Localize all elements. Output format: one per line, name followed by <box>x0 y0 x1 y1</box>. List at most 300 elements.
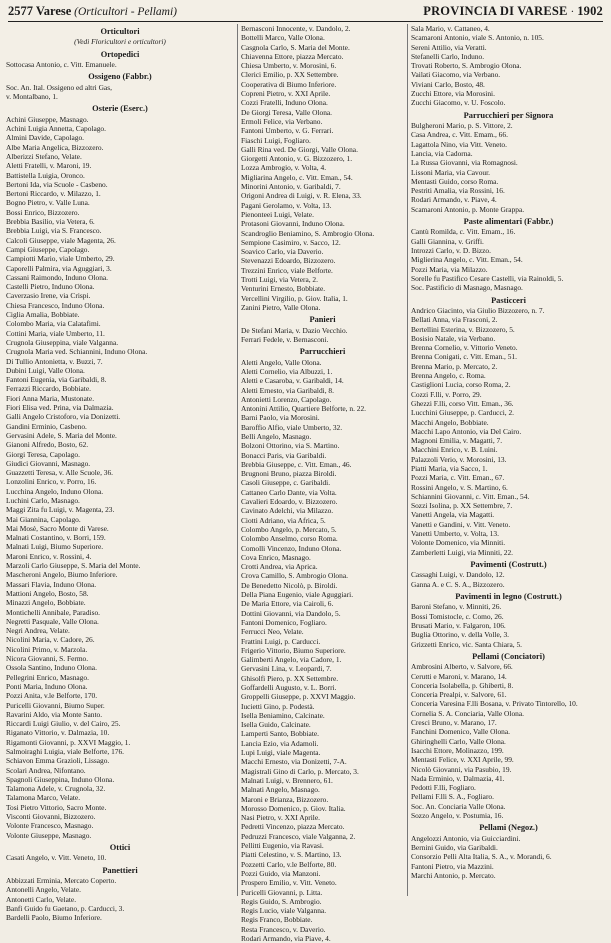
listing-entry: Fiaschi Luigi, Fogliaro. <box>241 135 311 145</box>
listing-entry: Grizzetti Enrico, vic. Santa Chiara, 5. <box>411 639 523 649</box>
listing-entry: Baroni Stefano, v. Minniti, 26. <box>411 602 502 612</box>
listing-entry: Rodari Armando, via Piave, 4. <box>241 934 331 943</box>
listing-entry: Cresci Bruno, v. Marano, 17. <box>411 718 497 728</box>
listing-entry: Bottelli Marco, Valle Olona. <box>241 33 325 43</box>
listing-entry: Spagnoli Giuseppina, Induno Olona. <box>6 774 115 784</box>
listing-entry: Lozza Ambrogio, v. Volta, 4. <box>241 163 327 173</box>
listing-entry: Belli Angelo, Masnago. <box>241 431 312 441</box>
listing-entry: Cozzi F.lli, v. Porro, 29. <box>411 389 482 399</box>
listing-entry: Pellegrini Enrico, Masnago. <box>6 672 89 682</box>
listing-entry: Stevenazzi Edoardo, Bizzozero. <box>241 256 336 266</box>
listing-entry: Bossi Tomistocle, c. Como, 26. <box>411 611 504 621</box>
listing-entry: Macchini Enrico, v. B. Luini. <box>411 445 498 455</box>
header-province: PROVINCIA DI VARESE <box>423 4 568 18</box>
category-heading: Pavimenti in legno (Costrutt.) <box>455 591 562 601</box>
listing-entry: Pestriti Amalia, via Rossini, 16. <box>411 186 505 196</box>
listing-entry: Ferrucci Neo, Velate. <box>241 627 304 637</box>
listing-entry: Mentasti Guido, corso Roma. <box>411 176 499 186</box>
listing-entry: Ermoli Felice, via Verbano. <box>241 116 323 126</box>
listing-entry: Baroffio Alfio, viale Umberto, 32. <box>241 422 343 432</box>
listing-entry: Brenna Cornelio, v. Vittorio Veneto. <box>411 343 518 353</box>
category-section <box>239 315 406 344</box>
listing-entry: Colombo Anselmo, corso Roma. <box>241 534 338 544</box>
listing-entry: Palazzoli Verio, v. Morosini, 13. <box>411 454 507 464</box>
listing-entry: Albe Maria Angelica, Bizzozero. <box>6 142 104 152</box>
listing-entry: Cavalieri Edoardo, v. Bizzozero. <box>241 497 338 507</box>
listing-entry: Zucchi Ettore, via Morosini. <box>411 89 495 99</box>
category-heading: Panettieri <box>102 865 138 875</box>
listing-entry: Calcoli Giuseppe, viale Magenta, 26. <box>6 235 116 245</box>
listing-entry: Volonte Francesco, Masnago. <box>6 821 94 831</box>
column-divider-2 <box>407 24 408 896</box>
listing-entry: Della Piana Eugenio, viale Aguggiari. <box>241 590 354 600</box>
listing-entry: Soc. An. Ital. Ossigeno ed altri Gas, <box>6 82 112 92</box>
listing-entry: Aletti e Casaroba, v. Garibaldi, 14. <box>241 376 344 386</box>
listing-entry: Visconti Giovanni, Bizzozero. <box>6 812 96 822</box>
listing-entry: Scandroglio Beniamino, S. Ambrogio Olona. <box>241 228 375 238</box>
listing-entry: Malnati Luigi, v. Brennero, 61. <box>241 775 333 785</box>
listing-entry: Vercellini Virgilio, p. Giov. Italia, 1. <box>241 293 348 303</box>
listing-entry: Chiesa Umberto, v. Morosini, 6. <box>241 61 337 71</box>
category-heading: Parrucchieri <box>299 347 346 357</box>
listing-entry: Regis Franco, Bobbiate. <box>241 915 313 925</box>
listing-entry: Banfi Guido fu Gaetano, p. Carducci, 3. <box>6 903 125 913</box>
listing-entry: Nada Erminio, v. Dalmazia, 41. <box>411 773 505 783</box>
listing-entry: Salmoiraghi Luigia, viale Belforte, 176. <box>6 747 125 756</box>
listing-entry: Riccardi Luigi Giulio, v. del Cairo, 25. <box>6 719 121 729</box>
listing-entry: Caporelli Palmira, via Aguggiari, 3. <box>6 263 112 273</box>
listing-entry: Angelozzi Antonio, via Guicciardini. <box>411 833 521 843</box>
listing-entry: Fiori Elisa ved. Prina, via Dalmazia. <box>6 403 114 413</box>
header-trade: (Orticultori - Pellami) <box>74 6 178 18</box>
listing-entry: Casati Angelo, v. Vitt. Veneto, 10. <box>6 853 107 863</box>
listing-entry: Aletti Cornelio, via Albuzzi, 1. <box>241 366 333 376</box>
category-section <box>409 592 608 649</box>
category-heading: Pavimenti (Costrutt.) <box>470 559 547 569</box>
listing-entry: Ganna A. e C. S. A., Bizzozero. <box>411 579 505 589</box>
listing-entry: Crugnola Giuseppina, viale Valganna. <box>6 337 119 347</box>
listing-entry: Ambrosini Alberto, v. Salvore, 66. <box>411 662 513 672</box>
listing-entry: Regis Guido, S. Ambrogio. <box>241 896 322 906</box>
listing-entry: Lancia, via Cadorna. <box>411 148 473 158</box>
category-section <box>239 24 406 312</box>
listing-entry: Malnati Costantino, v. Borri, 159. <box>6 533 106 543</box>
listing-entry: Galli Giannina, v. Griffi. <box>411 236 484 246</box>
category-heading: Ossigeno (Fabbr.) <box>88 72 152 82</box>
column-3 <box>409 24 608 896</box>
listing-entry: Galimberti Angelo, via Cadore, 1. <box>241 655 342 665</box>
listing-entry: Gianoni Alfredo, Bosto, 62. <box>6 440 89 450</box>
listing-entry: Galli Angelo Cristoforo, via Donizetti. <box>6 412 121 422</box>
listing-entry: Riganato Vittorio, v. Dalmazia, 10. <box>6 728 110 738</box>
column-divider-1 <box>237 24 238 896</box>
listing-entry: Prospero Emilio, v. Vitt. Veneto. <box>241 878 337 888</box>
listing-entry: Nasi Pietro, v. XXI Aprile. <box>241 813 320 823</box>
listing-entry: Lissoni Maria, via Cavour. <box>411 167 491 177</box>
listing-entry: Cattaneo Carlo Dante, via Volta. <box>241 487 337 497</box>
listing-entry: Conceria Isolabella, p. Ghiberti, 8. <box>411 680 514 690</box>
listing-entry: Negretti Pasquale, Valle Olona. <box>6 616 99 626</box>
listing-entry: Lupi Luigi, viale Magenta. <box>241 748 321 758</box>
listing-entry: Sala Mario, v. Cattaneo, 4. <box>411 24 490 33</box>
listing-entry: Gervasini Lina, v. Leopardi, 7. <box>241 664 332 674</box>
listing-entry: Ciglia Amalia, Bobbiate. <box>6 310 80 320</box>
listing-entry: Pellami F.lli S. A., Fogliaro. <box>411 792 494 802</box>
listing-entry: Brusati Mario, v. Falgaron, 106. <box>411 620 506 630</box>
listing-entry: Bertellini Esterina, v. Bizzozero, 5. <box>411 324 515 334</box>
listing-entry: Maggi Zita fu Luigi, v. Magenta, 23. <box>6 505 115 515</box>
listing-entry: Malnati Luigi, Biumo Superiore. <box>6 542 104 552</box>
listing-entry: Migliarina Angelo, c. Vitt. Eman., 54. <box>241 172 353 182</box>
listing-entry: Lagattola Nino, via Vitt. Veneto. <box>411 139 507 149</box>
category-heading: Orticultori <box>100 27 140 36</box>
listing-entry: Comolli Vincenzo, Induno Olona. <box>241 543 342 553</box>
listing-entry: Battistella Luigia, Oronco. <box>6 170 85 180</box>
listing-entry: Chiesa Francesco, Induno Olona. <box>6 300 105 310</box>
listing-entry: Iucietti Gino, p. Podestà. <box>241 701 315 711</box>
listing-entry: Frattini Luigi, p. Carducci. <box>241 636 321 646</box>
listing-entry: Mai Giannina, Capolago. <box>6 514 81 524</box>
listing-entry: Antonini Attilio, Quartiere Belforte, n. 22. <box>241 404 367 414</box>
listing-entry: Piatti Celestino, v. S. Martino, 13. <box>241 850 342 860</box>
listing-entry: Cooperativa di Biumo Inferiore. <box>241 79 337 89</box>
listing-entry: Sozzo Angelo, v. Postumia, 16. <box>411 811 504 820</box>
category-section <box>409 652 608 820</box>
listing-entry: Bonacci Paris, via Garibaldi. <box>241 450 327 460</box>
listing-entry: De Giorgi Teresa, Valle Olona. <box>241 107 333 117</box>
listing-entry: Brenna Angelo, c. Roma. <box>411 371 486 381</box>
listing-entry: Sottocasa Antonio, c. Vitt. Emanuele. <box>6 60 117 70</box>
listing-entry: Crugnola Maria ved. Schiannini, Induno Olona. <box>6 347 148 357</box>
listing-entry: Zucchi Giacomo, v. U. Foscolo. <box>411 98 506 108</box>
listing-entry: Cassaghi Luigi, v. Dandolo, 12. <box>411 570 505 580</box>
listing-entry: Resta Francesco, v. Daverio. <box>241 924 326 934</box>
listing-entry: Mentasti Felice, v. XXI Aprile, 99. <box>411 755 514 765</box>
listing-entry: Almini Davide, Capolago. <box>6 133 84 143</box>
listing-entry: De Maria Ettore, via Cairoli, 6. <box>241 599 334 609</box>
category-section <box>239 347 406 943</box>
header-place: Varese <box>35 4 72 18</box>
listing-entry: Dubini Luigi, Valle Olona. <box>6 365 85 375</box>
category-section <box>4 104 236 840</box>
category-heading: Paste alimentari (Fabbr.) <box>463 217 554 227</box>
listing-entry: Vanetti Angela, via Magatti. <box>411 510 495 520</box>
listing-entry: Fantoni Eugenia, via Garibaldi, 8. <box>6 375 107 385</box>
listing-entry: Antonietti Lorenzo, Capolago. <box>241 394 332 404</box>
listing-entry: Lancia Ezio, via Adamoli. <box>241 738 319 748</box>
listing-entry: Antonetti Carlo, Velate. <box>6 894 77 904</box>
listing-entry: Pozzi Anita, v.le Belforte, 170. <box>6 691 98 701</box>
listing-entry: Castelli Pietro, Induno Olona. <box>6 282 95 292</box>
category-heading: Panieri <box>309 315 336 325</box>
category-section <box>4 50 236 70</box>
listing-entry: Pellitti Eugenio, via Ravasi. <box>241 841 324 851</box>
listing-entry: Brebbia Basilio, via Vetera, 6. <box>6 217 95 227</box>
listing-entry: Vanetti Umberto, v. Volta, 13. <box>411 529 499 539</box>
listing-entry: Giudici Giovanni, Masnago. <box>6 458 91 468</box>
listing-entry: Regis Lucio, viale Valganna. <box>241 906 327 916</box>
listing-entry: Castiglioni Lucia, corso Roma, 2. <box>411 380 511 390</box>
listing-entry: Nicolini Primo, v. Marzola. <box>6 644 88 654</box>
category-section <box>409 823 608 880</box>
listing-entry: Viviani Carlo, Bosto, 48. <box>411 79 485 89</box>
header-separator: · <box>570 6 575 18</box>
listing-entry: Zanini Pietro, Valle Olona. <box>241 302 321 312</box>
listing-entry: Brebbia Giuseppe, c. Vitt. Eman., 46. <box>241 459 352 469</box>
listing-entry: Brenna Mario, p. Mercato, 2. <box>411 361 498 371</box>
listing-entry: Ponti Maria, Induno Olona. <box>6 681 88 691</box>
listing-entry: Puricelli Giovanni, p. Litta. <box>241 887 323 897</box>
page-number: 2577 <box>8 4 33 18</box>
listing-entry: Galli Rina ved. De Giorgi, Valle Olona. <box>241 144 358 154</box>
listing-entry: Isacchi Ettore, Molinazzo, 199. <box>411 745 504 755</box>
listing-entry: Piatti Maria, via Sacco, 1. <box>411 463 488 473</box>
listing-entry: Vanetti e Gandini, v. Vitt. Veneto. <box>411 519 511 529</box>
listing-entry: Cassani Raimondo, Induno Olona. <box>6 272 109 282</box>
listing-entry: De Benedetto Nicolò, p. Biroldi. <box>241 580 338 590</box>
listing-entry: Conceria Prealpi, v. Salvore, 61. <box>411 690 507 700</box>
listing-entry: Campiotti Mario, viale Umberto, 29. <box>6 254 115 264</box>
listing-entry: Bernasconi Innocente, v. Dandolo, 2. <box>241 24 351 33</box>
listing-entry: Guazzetti Teresa, v. Alle Scuole, 36. <box>6 468 114 478</box>
listing-entry: Bertoni Ida, via Scuole - Casbeno. <box>6 179 108 189</box>
listing-entry: Abbizzati Erminia, Mercato Coperto. <box>6 876 117 886</box>
listing-entry: Scamaroni Antonio, viale S. Antonio, n. 105. <box>411 33 544 43</box>
listing-entry: Minazzi Angelo, Bobbiate. <box>6 598 86 608</box>
column-2 <box>239 24 406 943</box>
category-section <box>4 72 236 101</box>
listing-entry: Volonte Giuseppe, Masnago. <box>6 830 92 840</box>
listing-entry: Giorgetti Antonio, v. G. Bizzozero, 1. <box>241 154 353 164</box>
listing-entry: Nicolini Maria, v. Cadore, 26. <box>6 635 95 645</box>
listing-entry: Gandini Erminio, Casbeno. <box>6 421 87 431</box>
listing-entry: Isella Beniamino, Calcinate. <box>241 710 325 720</box>
listing-entry: Cova Enrico, Masnago. <box>241 552 311 562</box>
listing-entry: Di Tullio Antonietta, v. Buzzi, 7. <box>6 356 103 366</box>
category-section <box>409 560 608 589</box>
listing-entry: Morosso Domenico, p. Giov. Italia. <box>241 803 346 813</box>
listing-entry: Trovati Roberto, S. Ambrogio Olona. <box>411 61 522 71</box>
listing-entry: Pagani Gerolamo, v. Volta, 13. <box>241 200 332 210</box>
category-heading: Ortopedici <box>100 49 140 59</box>
header-left <box>8 4 177 19</box>
listing-entry: Fantoni Umberto, v. G. Ferrari. <box>241 126 334 136</box>
listing-entry: Soavico Carlo, via Daverio. <box>241 247 324 257</box>
listing-entry: Marzoli Carlo Giuseppe, S. Maria del Monte. <box>6 561 141 571</box>
listing-entry: Volonte Domenico, via Minniti. <box>411 538 506 548</box>
category-section <box>4 843 236 863</box>
listing-entry: Copreni Pietro, v. XXI Aprile. <box>241 89 331 99</box>
listing-entry: Achini Luigia Annetta, Capolago. <box>6 124 106 134</box>
category-note: (Vedi Floricultori e orticultori) <box>74 37 166 47</box>
listing-entry: La Russa Giovanni, via Romagnosi. <box>411 158 518 168</box>
header-rule <box>8 21 603 22</box>
listing-entry: Lucchina Angelo, Induno Olona. <box>6 486 104 496</box>
listing-entry: Casgnola Carlo, S. Maria del Monte. <box>241 42 350 52</box>
listing-entry: Casa Andrea, c. Vitt. Emam., 66. <box>411 130 508 140</box>
listing-entry: Ciotti Adriano, via Africa, 5. <box>241 515 326 525</box>
listing-entry: Crova Camillo, S. Ambrogio Olona. <box>241 571 348 581</box>
listing-entry: Bertoni Riccardo, v. Milazzo, 1. <box>6 189 101 199</box>
listing-entry: Gervasini Adele, S. Maria del Monte. <box>6 430 117 440</box>
listing-entry: Ferrazzi Riccardo, Bobbiate. <box>6 384 91 394</box>
column-1 <box>4 24 236 923</box>
listing-entry: Mattioni Angelo, Bosto, 58. <box>6 588 89 598</box>
listing-entry: Conceria Varesina F.lli Bosana, v. Privato Tintorello, 10. <box>411 699 578 709</box>
listing-entry: Zamberletti Luigi, via Minniti, 22. <box>411 547 514 557</box>
listing-entry: Sereni Attilio, via Veratti. <box>411 42 487 52</box>
listing-entry: Bosisio Natale, via Verbano. <box>411 333 496 343</box>
category-heading: Pellami (Negoz.) <box>479 823 538 833</box>
listing-entry: Mascheroni Angelo, Biumo Inferiore. <box>6 570 118 580</box>
listing-entry: Fanchini Domenico, Valle Olona. <box>411 727 511 737</box>
listing-entry: Casoli Giuseppe, c. Garibaldi. <box>241 478 331 488</box>
category-heading: Parrucchieri per Signora <box>463 110 554 120</box>
listing-entry: Nicolò Giovanni, via Pasubio, 19. <box>411 764 512 774</box>
listing-entry: Colombo Angelo, p. Mercato, 5. <box>241 524 337 534</box>
listing-entry: Ghiringhelli Carlo, Valle Olona. <box>411 736 506 746</box>
listing-entry: Soc. An. Conciaria Valle Olona. <box>411 801 506 811</box>
listing-entry: Pozzi Guido, via Manzoni. <box>241 868 321 878</box>
listing-entry: Vailati Giacomo, via Verbano. <box>411 70 501 80</box>
listing-entry: Malnati Angelo, Masnago. <box>241 785 320 795</box>
listing-entry: Macchi Angelo, Bobbiate. <box>411 417 489 427</box>
listing-entry: Marchi Antonio, p. Mercato. <box>411 870 496 880</box>
listing-entry: Macchi Ernesto, via Donizetti, 7-A. <box>241 757 347 767</box>
listing-entry: Schiavon Emma Grazioli, Lissago. <box>6 756 110 766</box>
listing-entry: Isella Guido, Calcinate. <box>241 720 311 730</box>
category-section <box>4 866 236 923</box>
listing-entry: Ferrari Fedele, v. Bernasconi. <box>241 334 329 344</box>
listing-entry: Miglierina Angelo, c. Vitt. Eman., 54. <box>411 255 523 265</box>
listing-entry: Minorini Antonio, v. Garibaldi, 7. <box>241 182 341 192</box>
listing-entry: Stefanelli Carlo, Induno. <box>411 51 485 61</box>
listing-entry: Brenna Conigati, c. Vitt. Eman., 51. <box>411 352 517 362</box>
listing-entry: Achini Giuseppe, Masnago. <box>6 114 89 124</box>
listing-entry: Scamaroni Antonio, p. Monte Grappa. <box>411 204 525 214</box>
listing-entry: Pozzetti Carlo, v.le Belforte, 80. <box>241 859 337 869</box>
listing-entry: Maroni e Brianza, Bizzozero. <box>241 794 329 804</box>
listing-entry: Sempione Casimiro, v. Sacco, 12. <box>241 237 341 247</box>
listing-entry: Ghezzi F.lli, corso Vitt. Eman., 36. <box>411 398 514 408</box>
listing-entry: Consorzio Pelli Alta Italia, S. A., v. Morandi, 6. <box>411 852 552 862</box>
listing-entry: Schiannini Giovanni, c. Vitt. Eman., 54. <box>411 491 530 501</box>
listing-entry: Colombo Maria, via Calatafimi. <box>6 319 101 329</box>
listing-entry: Lonzolini Enrico, v. Porro, 16. <box>6 477 97 487</box>
listing-entry: v. Montalbano, 1. <box>6 92 58 102</box>
listing-entry: Bossi Enrico, Bizzozero. <box>6 207 80 217</box>
listing-entry: Introzzi Carlo, v. D. Bizzo. <box>411 246 491 256</box>
listing-entry: Talamona Marco, Velate. <box>6 793 81 803</box>
listing-entry: Bernini Guido, via Garibaldi. <box>411 843 498 852</box>
listing-entry: Ravarini Aldo, via Monte Santo. <box>6 709 103 719</box>
category-section <box>409 111 608 214</box>
listing-entry: Lucchini Giuseppe, p. Carducci, 2. <box>411 408 515 418</box>
listing-entry: Cantù Romilda, c. Vitt. Emam., 16. <box>411 227 516 237</box>
listing-entry: Antonelli Angelo, Velate. <box>6 885 81 895</box>
listing-entry: Pedretti Vincenzo, piazza Mercato. <box>241 822 345 832</box>
listing-entry: Magnoni Emilia, v. Magatti, 7. <box>411 436 503 446</box>
listing-entry: Pedruzzi Francesco, viale Valganna, 2. <box>241 831 356 841</box>
listing-entry: Rigamonti Giovanni, p. XXVI Maggio, 1. <box>6 737 131 747</box>
listing-entry: Bellati Anna, via Frasconi, 2. <box>411 315 498 325</box>
header-right <box>423 4 603 19</box>
listing-entry: Groppelli Giuseppe, p. XXVI Maggio. <box>241 692 356 702</box>
listing-entry: Chiavenna Ettore, piazza Mercato. <box>241 51 344 61</box>
listing-entry: Trezzini Enrico, viale Belforte. <box>241 265 333 275</box>
listing-entry: Fiori Anna Maria, Mustonate. <box>6 393 95 403</box>
listing-entry: Alberizzi Stefano, Velate. <box>6 152 82 161</box>
listing-entry: Fantoni Pietro, via Mazzini. <box>411 861 494 871</box>
listing-entry: Soc. Pastificio di Masnago, Masnago. <box>411 283 523 293</box>
listing-entry: Trotti Luigi, via Vetera, 2. <box>241 275 318 285</box>
listing-entry: Barni Paolo, via Morosini. <box>241 413 320 423</box>
listing-entry: Mai Mosè, Sacro Monte di Varese. <box>6 523 109 533</box>
listing-entry: Sozzi Isolina, p. XX Settembre, 7. <box>411 501 513 511</box>
listing-entry: Pozzi Maria, via Milazzo. <box>411 264 488 274</box>
listing-entry: Brugnoni Bruno, piazza Biroldi. <box>241 469 337 479</box>
listing-entry: Cozzi Fratelli, Induno Olona. <box>241 98 328 108</box>
listing-entry: Giorgi Teresa, Capolago. <box>6 449 80 459</box>
listing-entry: Puricelli Giovanni, Biumo Super. <box>6 700 105 710</box>
category-section <box>409 24 608 108</box>
listing-entry: Bulgheroni Mario, p. S. Vittore, 2. <box>411 121 513 131</box>
listing-entry: Protasoni Giovanni, Induno Olona. <box>241 219 345 229</box>
listing-entry: Cornelia S. A. Conciaria, Valle Olona. <box>411 708 524 718</box>
category-section <box>4 27 236 47</box>
listing-entry: Andrico Giacinto, via Giulio Bizzozero, n. 7. <box>411 305 545 315</box>
listing-entry: De Stefani Maria, v. Dazio Vecchio. <box>241 325 348 335</box>
listing-entry: Dottini Giovanni, via Dandolo, 5. <box>241 608 341 618</box>
page-header <box>8 4 603 20</box>
listing-entry: Lamperti Santo, Bobbiate. <box>241 729 319 739</box>
listing-entry: Aletti Ernesto, via Garibaldi, 8. <box>241 385 334 395</box>
listing-entry: Luchini Carlo, Masnago. <box>6 495 80 505</box>
listing-entry: Rossini Angelo, v. S. Martino, 6. <box>411 482 508 492</box>
listing-entry: Origoni Andrea di Luigi, v. R. Elena, 33. <box>241 191 362 201</box>
listing-entry: Negri Andrea, Velate. <box>6 626 70 636</box>
listing-entry: Caverzasio Irene, via Crispi. <box>6 291 91 301</box>
listing-entry: Campi Giuseppe, Capolago. <box>6 244 90 254</box>
listing-entry: Aletti Angelo, Valle Olona. <box>241 357 322 367</box>
listing-entry: Pedotti F.lli, Fogliaro. <box>411 783 476 793</box>
header-year: 1902 <box>577 4 603 18</box>
listing-entry: Cerutti e Maroni, v. Marano, 14. <box>411 671 507 681</box>
listing-entry: Buglia Ottorino, v. della Volle, 3. <box>411 630 509 640</box>
listing-entry: Montichelli Annibale, Paradiso. <box>6 607 101 617</box>
listing-entry: Fantoni Domenico, Fogliaro. <box>241 617 327 627</box>
listing-entry: Clerici Emilio, p. XX Settembre. <box>241 70 339 80</box>
listing-entry: Bolzoni Ottorino, via S. Martino. <box>241 441 340 451</box>
listing-entry: Massari Flavia, Induno Olona. <box>6 579 97 589</box>
listing-entry: Scolari Andrea, Nifontano. <box>6 765 86 775</box>
listing-entry: Crotti Andrea, via Aprica. <box>241 562 318 572</box>
listing-entry: Cottini Maria, viale Umberto, 11. <box>6 328 105 338</box>
listing-entry: Magistrali Gino di Carlo, p. Mercato, 3. <box>241 766 359 776</box>
listing-entry: Maroni Enrico, v. Rossini, 4. <box>6 551 92 561</box>
category-heading: Pellami (Conciatori) <box>472 651 545 661</box>
listing-entry: Ghisolfi Piero, p. XX Settembre. <box>241 673 339 683</box>
listing-entry: Tosi Pietro Vittorio, Sacro Monte. <box>6 802 107 812</box>
listing-entry: Aletti Fratelli, v. Maroni, 19. <box>6 161 92 171</box>
listing-entry: Pienonteei Luigi, Velate. <box>241 209 314 219</box>
listing-entry: Frigerio Vittorio, Biumo Superiore. <box>241 645 346 655</box>
listing-entry: Goffardelli Augusto, v. L. Borri. <box>241 683 337 692</box>
category-section <box>409 296 608 557</box>
listing-entry: Rodari Armando, v. Piave, 4. <box>411 195 497 205</box>
category-heading: Pasticceri <box>491 295 526 305</box>
listing-entry: Brebbia Luigi, via S. Francesco. <box>6 226 102 236</box>
